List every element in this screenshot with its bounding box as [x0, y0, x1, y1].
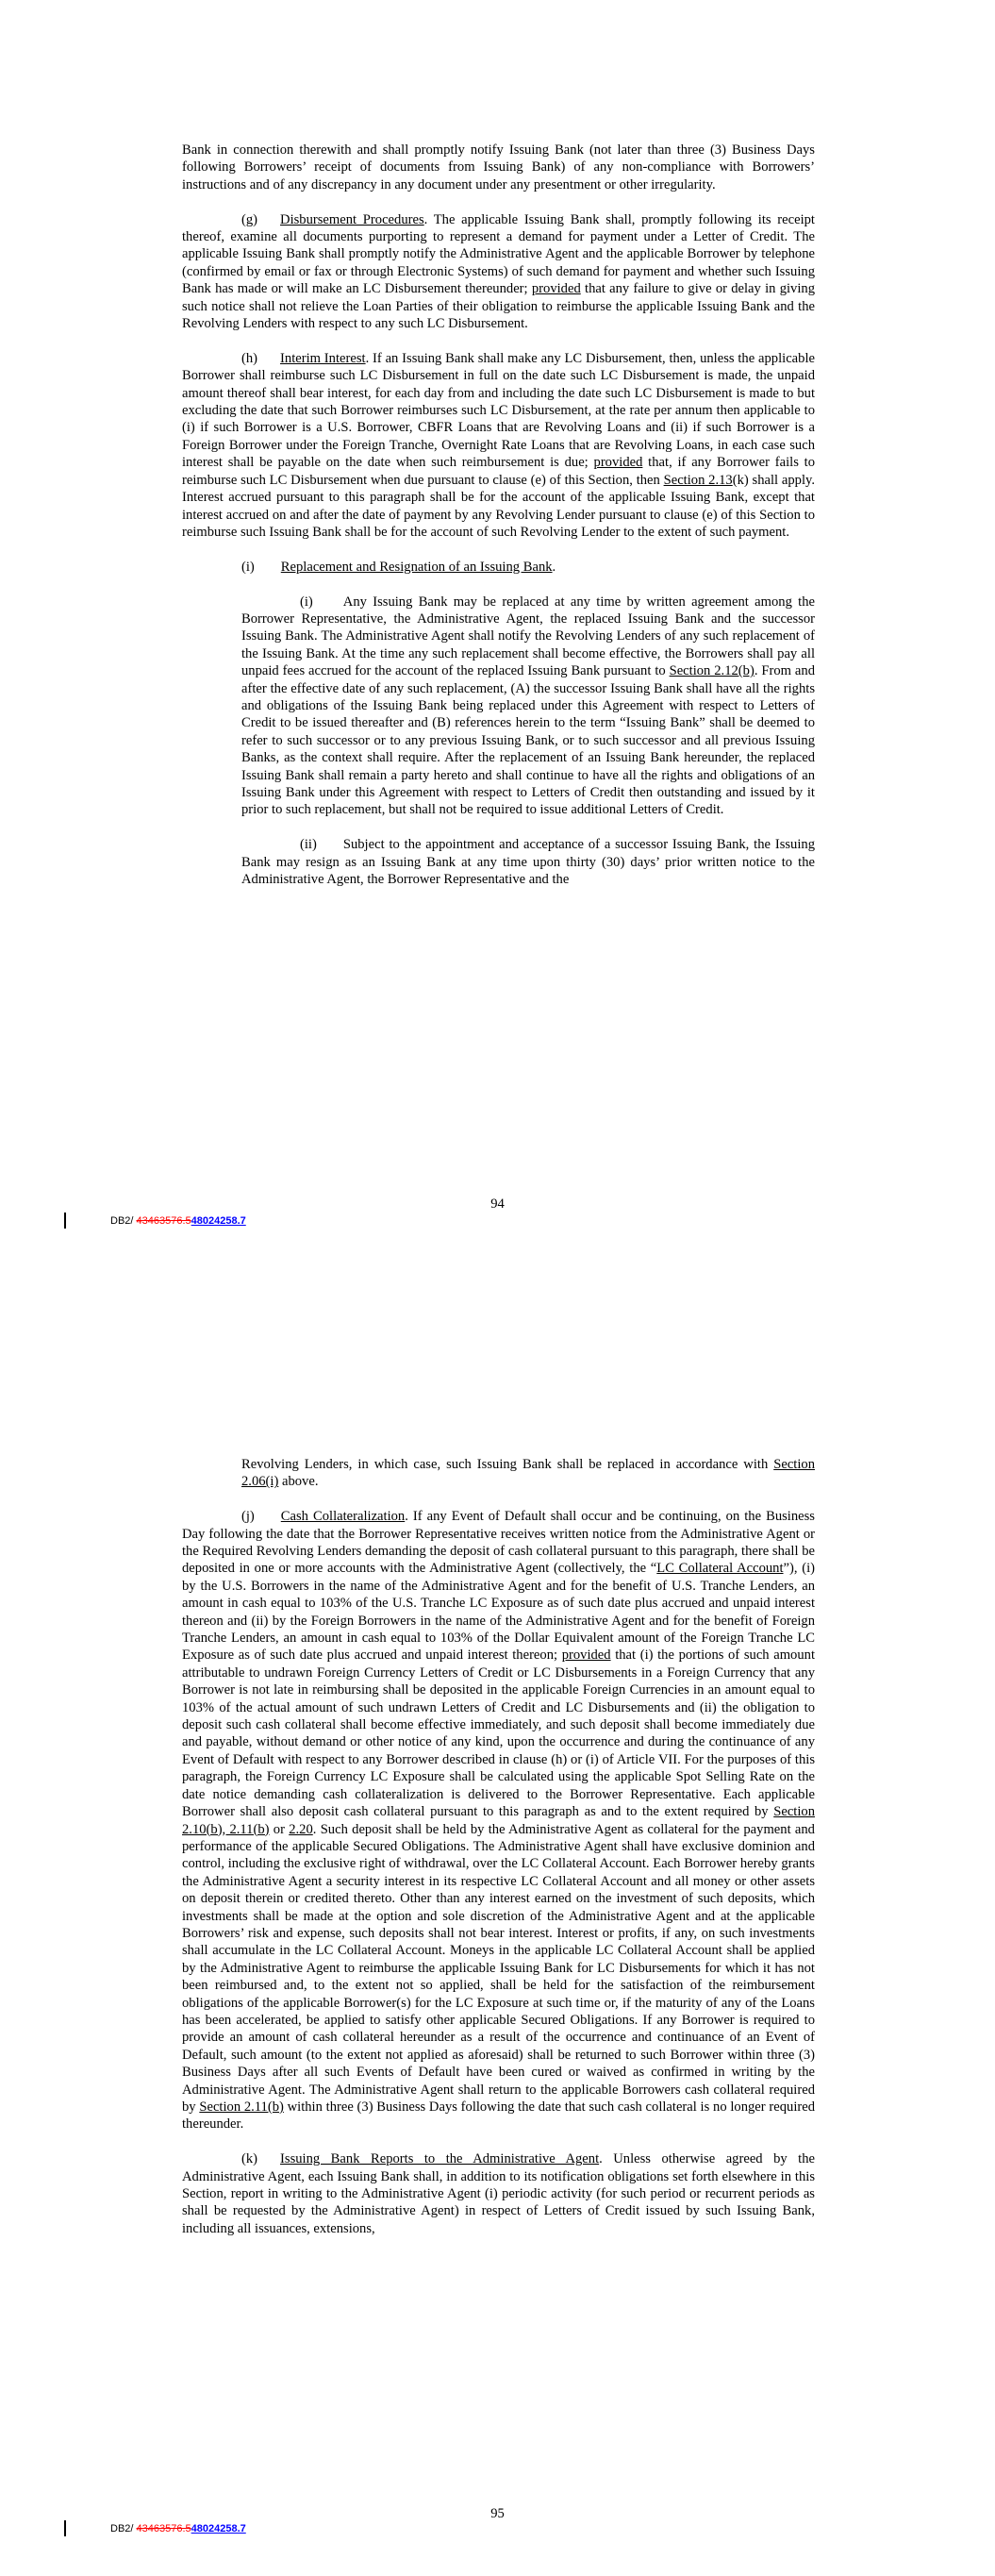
- paragraph-intro: Bank in connection therewith and shall promptly notify Issuing Bank (not later than three (3) Business Days following Borrowers’ receipt of documents from Issuing Bank) of any non-compliance with Borrowers’ instructions and of any discrepancy in any document under any presentment or other irregularity.: [182, 142, 815, 192]
- clause-number: (i): [241, 559, 255, 575]
- change-bar: [64, 1213, 66, 1229]
- page-number: 94: [490, 1196, 505, 1212]
- clause-heading: Interim Interest: [280, 350, 366, 366]
- inserted-doc-id: 48024258.7: [191, 1215, 246, 1227]
- section-reference: Section 2.13: [663, 472, 733, 488]
- document-footer: DB2/ 43463576.548024258.7: [110, 1215, 246, 1227]
- change-bar: [64, 2520, 66, 2536]
- subclause-number: (i): [300, 594, 313, 610]
- paragraph-g: (g) Disbursement Procedures. The applicable Issuing Bank shall, promptly following its receipt thereof, examine all documents purporting to represent a demand for payment under a Letter of Credit. The applicable Issuing Bank shall promptly notify the Administrative Agent and the applicable Borrower by telephone (confirmed by email or fax or through Electronic Systems) of such demand for payment and whether such Issuing Bank has made or will make an LC Disbursement thereunder; provided that any failure to give or delay in giving such notice shall not relieve the Loan Parties of their obligation to reimburse the applicable Issuing Bank and the Revolving Lenders with respect to any such LC Disbursement.: [182, 211, 815, 332]
- page-number: 95: [490, 2506, 505, 2521]
- deleted-doc-id: 43463576.5: [136, 2523, 191, 2534]
- clause-number: (k): [241, 2151, 258, 2167]
- paragraph-i-i: (i) Any Issuing Bank may be replaced at any time by written agreement among the Borrower Representative, the Administrative Agent, the replaced Issuing Bank and the successor Issuing Bank. The Administrative Agent shall notify the Revolving Lenders of any such replacement of the Issuing Bank. At the time any such replacement shall become effective, the Borrowers shall pay all unpaid fees accrued for the account of the replaced Issuing Bank pursuant to Section 2.12(b). From and after the effective date of any such replacement, (A) the successor Issuing Bank shall have all the rights and obligations of the Issuing Bank being replaced under this Agreement with respect to Letters of Credit to be issued thereafter and (B) references herein to the term “Issuing Bank” shall be deemed to refer to such successor or to any previous Issuing Bank, or to such successor and all previous Issuing Banks, as the context shall require. After the replacement of an Issuing Bank hereunder, the replaced Issuing Bank shall remain a party hereto and shall continue to have all the rights and obligations of an Issuing Bank under this Agreement with respect to Letters of Credit then outstanding and issued by it prior to such replacement, but shall not be required to issue additional Letters of Credit.: [241, 594, 815, 818]
- clause-number: (g): [241, 211, 258, 227]
- page-94-body: [182, 142, 815, 906]
- section-reference: Section 2.10(b), 2.11(b): [182, 1804, 815, 1837]
- defined-term: LC Collateral Account: [656, 1561, 784, 1577]
- clause-number: (j): [241, 1509, 255, 1525]
- paragraph-k: (k) Issuing Bank Reports to the Administrative Agent. Unless otherwise agreed by the Administrative Agent, each Issuing Bank shall, in addition to its notification obligations set forth elsewhere in this Section, report in writing to the Administrative Agent (i) periodic activity (for such period or recurrent periods as shall be requested by the Administrative Agent) in respect of Letters of Credit issued by such Issuing Bank, including all issuances, extensions,: [182, 2151, 815, 2236]
- inserted-doc-id: 48024258.7: [191, 2523, 246, 2534]
- deleted-doc-id: 43463576.5: [136, 1215, 191, 1227]
- clause-heading: Replacement and Resignation of an Issuing Bank: [280, 559, 553, 575]
- subclause-number: (ii): [300, 837, 317, 853]
- clause-heading: Disbursement Procedures: [280, 211, 424, 227]
- page-95-body: [182, 1456, 815, 2255]
- paragraph-i-heading: (i) Replacement and Resignation of an Issuing Bank.: [241, 559, 556, 575]
- paragraph-j: (j) Cash Collateralization. If any Event of Default shall occur and be continuing, on the Business Day following the date that the Borrower Representative receives written notice from the Administrative Agent or the Required Revolving Lenders demanding the deposit of cash collateral pursuant to this paragraph, there shall be deposited in one or more accounts with the Administrative Agent (collectively, the “LC Collateral Account”), (i) by the U.S. Borrowers in the name of the Administrative Agent and for the benefit of U.S. Tranche Lenders, an amount in cash equal to 103% of the U.S. Tranche LC Exposure as of such date plus accrued and unpaid interest thereon and (ii) by the Foreign Borrowers in the name of the Administrative Agent and for the benefit of Foreign Tranche Lenders, an amount in cash equal to 103% of the Dollar Equivalent amount of the Foreign Tranche LC Exposure as of such date plus accrued and unpaid interest thereon; provided that (i) the portions of such amount attributable to undrawn Foreign Currency Letters of Credit or LC Disbursements in a Foreign Currency that any Borrower is not late in reimbursing shall be deposited in the applicable Foreign Currencies in an amount equal to 103% of the actual amount of such undrawn Letters of Credit and LC Disbursements and (ii) the obligation to deposit such cash collateral shall become effective immediately, and such deposit shall become immediately due and payable, without demand or other notice of any kind, upon the occurrence and during the continuance of any Event of Default with respect to any Borrower described in clause (h) or (i) of Article VII. For the purposes of this paragraph, the Foreign Currency LC Exposure shall be calculated using the applicable Spot Selling Rate on the date notice demanding cash collateralization is delivered to the Borrower Representative. Each applicable Borrower shall also deposit cash collateral pursuant to this paragraph as and to the extent required by Section 2.10(b), 2.11(b) or 2.20. Such deposit shall be held by the Administrative Agent as collateral for the payment and performance of the applicable Secured Obligations. The Administrative Agent shall have exclusive dominion and control, including the exclusive right of withdrawal, over the LC Collateral Account. Each Borrower hereby grants the Administrative Agent a security interest in its respective LC Collateral Account and all money or other assets on deposit therein or credited thereto. Other than any interest earned on the investment of such deposits, which investments shall be made at the option and sole discretion of the Administrative Agent and at the applicable Borrowers’ risk and expense, such deposits shall not bear interest. Interest or profits, if any, on such investments shall accumulate in the LC Collateral Account. Moneys in the applicable LC Collateral Account shall be applied by the Administrative Agent to reimburse the applicable Issuing Bank for LC Disbursements for which it has not been reimbursed and, to the extent not so applied, shall be held for the satisfaction of the reimbursement obligations of the applicable Borrower(s) for the LC Exposure at such time or, if the maturity of any of the Loans has been accelerated, be applied to satisfy other applicable Secured Obligations. If any Borrower is required to provide an amount of cash collateral hereunder as a result of the occurrence and continuance of an Event of Default, such amount (to the extent not applied as aforesaid) shall be returned to such Borrower within three (3) Business Days after all such Events of Default have been cured or waived as confirmed in writing by the Administrative Agent. The Administrative Agent shall return to the applicable Borrowers cash collateral required by Section 2.11(b) within three (3) Business Days following the date that such cash collateral is no longer required thereunder.: [182, 1509, 816, 2133]
- page-95: [0, 1288, 995, 2576]
- section-reference: 2.20: [289, 1821, 313, 1837]
- section-reference: Section 2.12(b): [669, 663, 755, 679]
- section-reference: Section 2.06(i): [241, 1457, 815, 1490]
- clause-heading: Cash Collateralization: [280, 1509, 406, 1525]
- paragraph-continuation: Revolving Lenders, in which case, such Issuing Bank shall be replaced in accordance with Section 2.06(i) above.: [241, 1457, 815, 1490]
- clause-heading: Issuing Bank Reports to the Administrative Agent: [280, 2151, 600, 2167]
- clause-number: (h): [241, 350, 258, 366]
- document-footer: DB2/ 43463576.548024258.7: [110, 2523, 246, 2534]
- paragraph-h: (h) Interim Interest. If an Issuing Bank shall make any LC Disbursement, then, unless the applicable Borrower shall reimburse such LC Disbursement in full on the date such LC Disbursement is made, the unpaid amount thereof shall bear interest, for each day from and including the date such LC Disbursement is made to but excluding the date that such Borrower reimburses such LC Disbursement, at the rate per annum then applicable to (i) if such Borrower is a U.S. Borrower, CBFR Loans that are Revolving Loans and (ii) if such Borrower is a Foreign Borrower under the Foreign Tranche, Overnight Rate Loans that are Revolving Loans, in each case such interest shall be payable on the date when such reimbursement is due; provided that, if any Borrower fails to reimburse such LC Disbursement when due pursuant to clause (e) of this Section, then Section 2.13(k) shall apply. Interest accrued pursuant to this paragraph shall be for the account of the applicable Issuing Bank, except that interest accrued on and after the date of payment by any Revolving Lender pursuant to clause (e) of this Section to reimburse such Issuing Bank shall be for the account of such Revolving Lender to the extent of such payment.: [182, 350, 816, 540]
- paragraph-i-ii: (ii) Subject to the appointment and acceptance of a successor Issuing Bank, the Issuing Bank may resign as an Issuing Bank at any time upon thirty (30) days’ prior written notice to the Administrative Agent, the Borrower Representative and the: [241, 837, 815, 887]
- section-reference: Section 2.11(b): [199, 2099, 284, 2116]
